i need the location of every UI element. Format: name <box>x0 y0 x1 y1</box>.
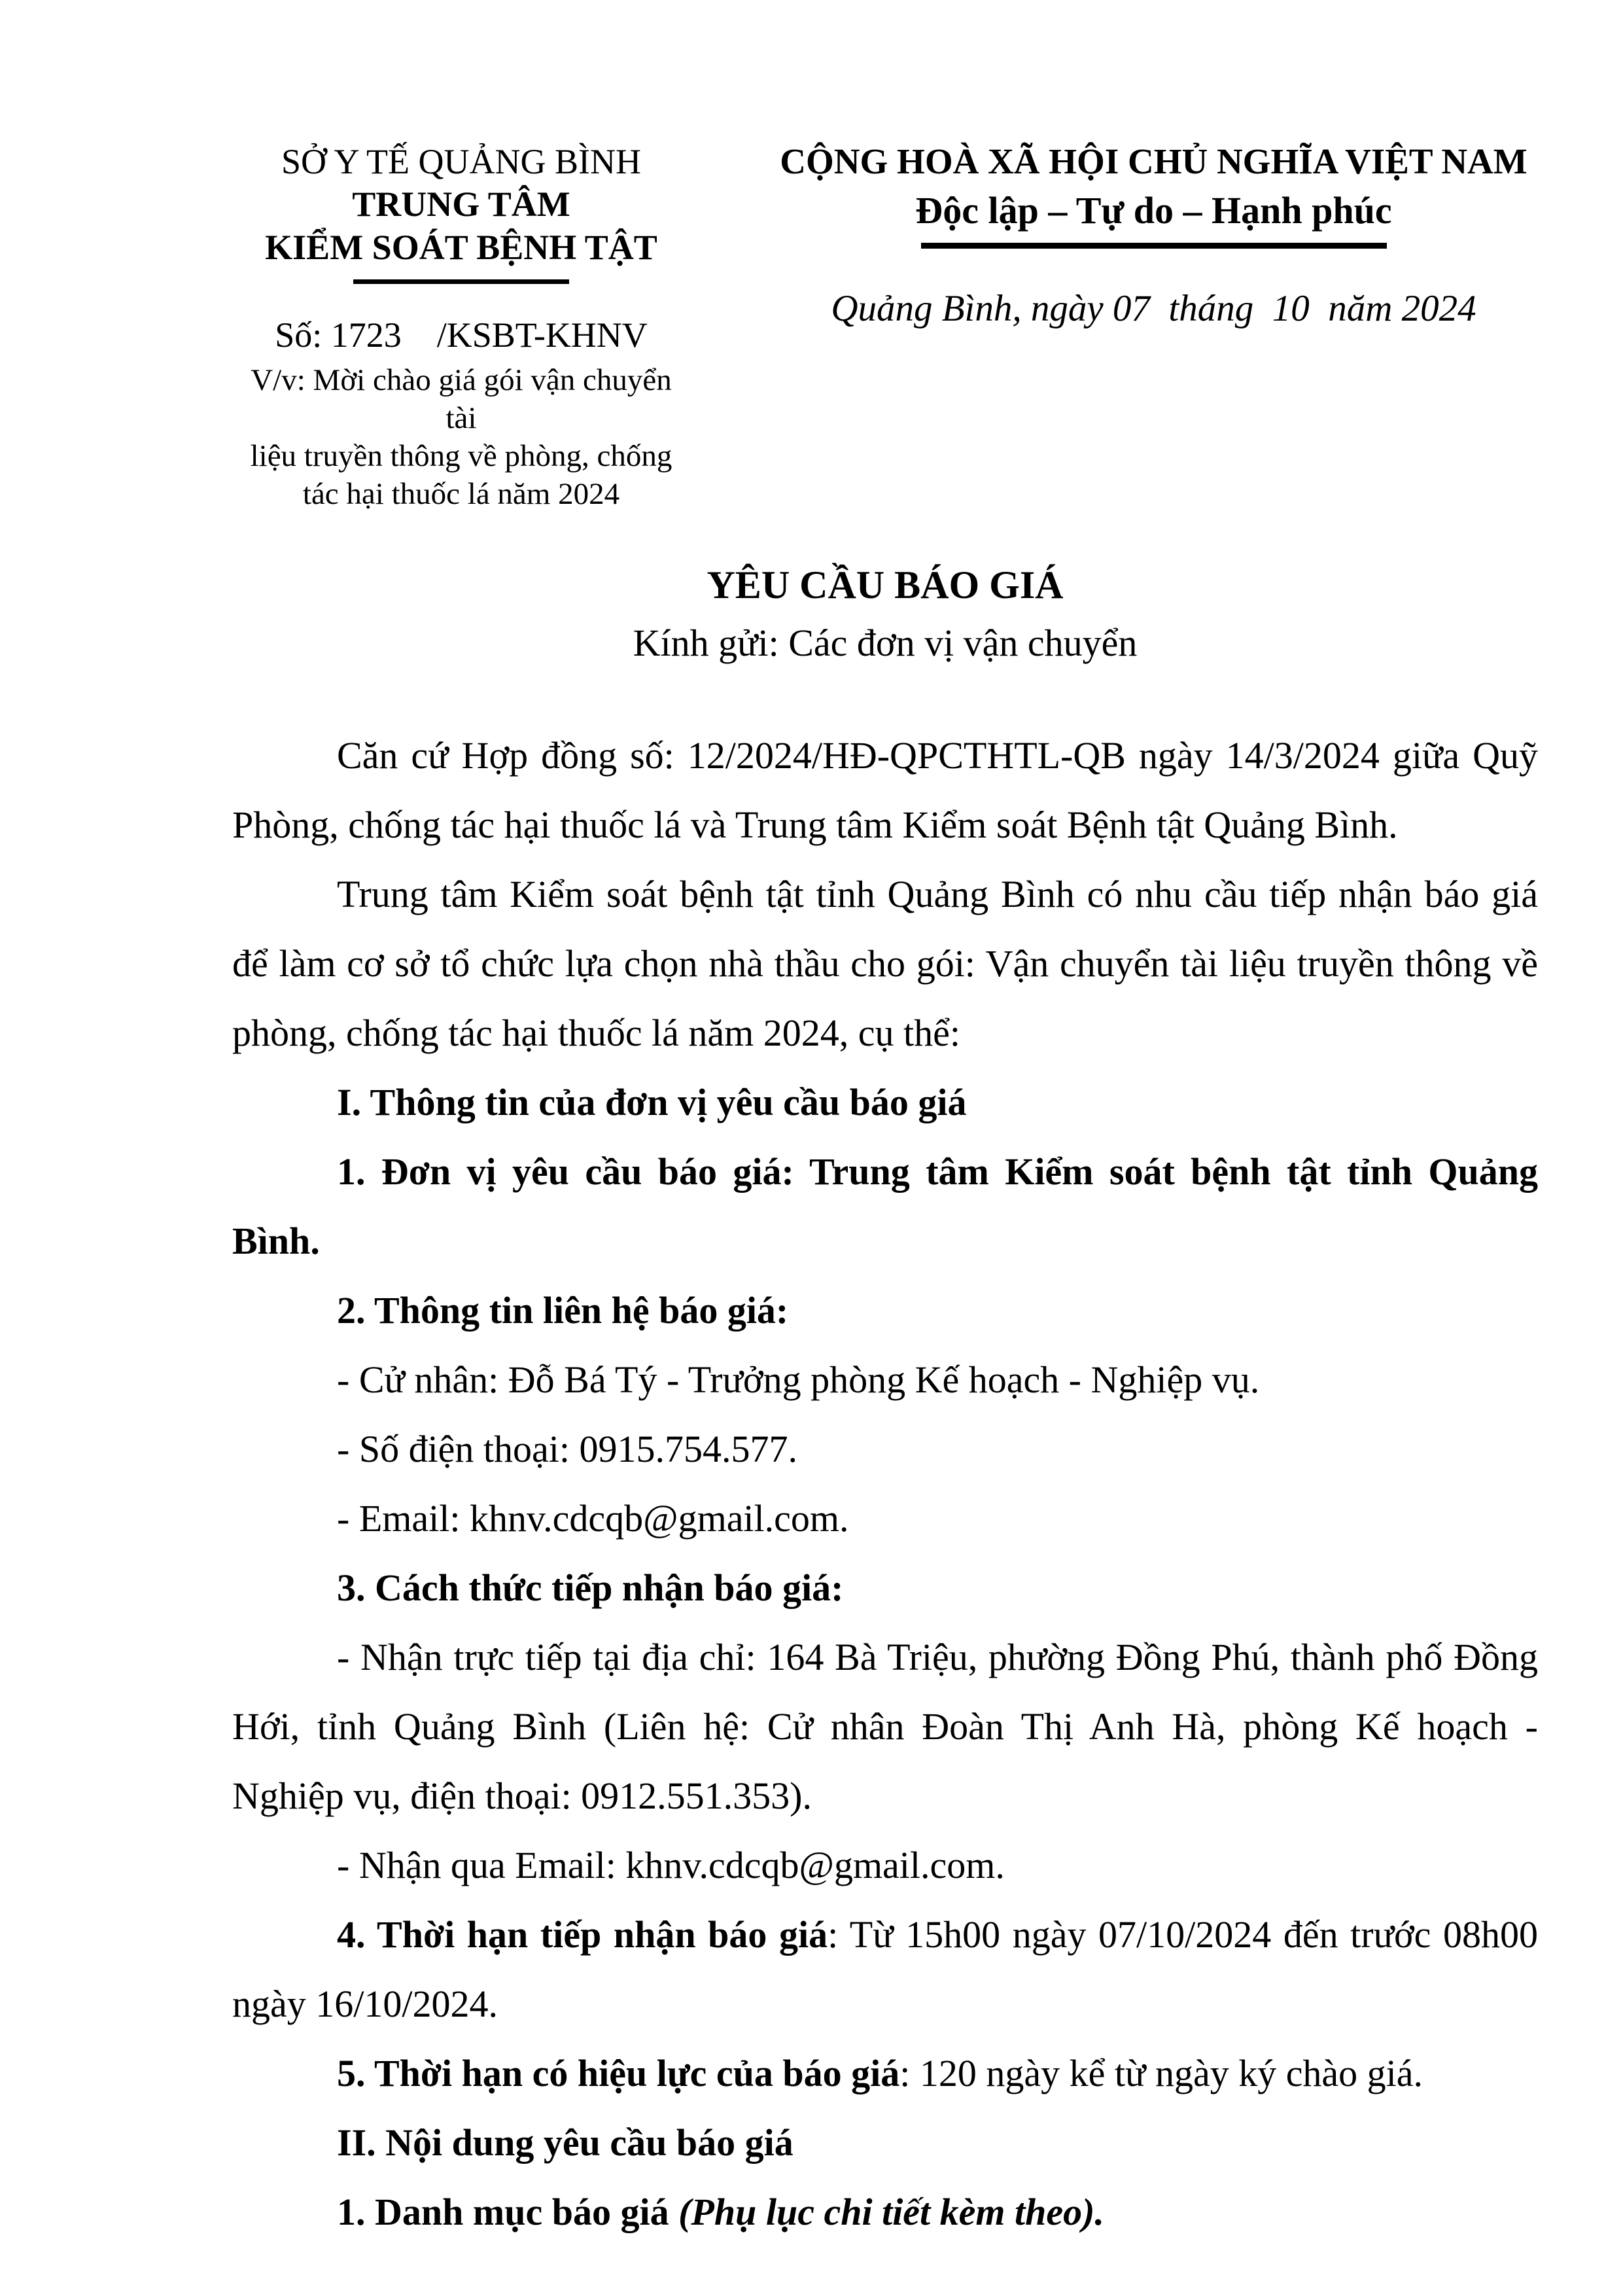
document-header <box>232 141 1538 513</box>
document-number: Số: 1723 /KSBT-KHNV <box>275 315 648 355</box>
item-deadline-value: : Từ 15h00 ngày 07/10/2024 đến trước 08h00 ngày 16/10/2024. <box>232 1913 1538 2025</box>
agency-underline <box>353 279 569 284</box>
item-receive-email: - Nhận qua Email: khnv.cdcqb@gmail.com. <box>337 1844 1005 1886</box>
document-subject-line1: V/v: Mời chào giá gói vận chuyển tài <box>251 363 672 435</box>
national-header-block <box>769 141 1538 330</box>
issuing-agency-block <box>232 141 690 513</box>
agency-name-line2: KIỂM SOÁT BỆNH TẬT <box>265 228 657 267</box>
item-requesting-unit: 1. Đơn vị yêu cầu báo giá: Trung tâm Kiểm soát bệnh tật tỉnh Quảng Bình. <box>232 1150 1538 1262</box>
item-validity-value: : 120 ngày kể từ ngày ký chào giá. <box>899 2052 1423 2094</box>
agency-name-line1: TRUNG TÂM <box>352 185 570 224</box>
salutation-line: Kính gửi: Các đơn vị vận chuyển <box>633 622 1138 664</box>
item-validity-label: 5. Thời hạn có hiệu lực của báo giá <box>337 2052 900 2094</box>
item-validity <box>232 2039 1538 2108</box>
title-block <box>232 561 1538 665</box>
item-deadline-label: 4. Thời hạn tiếp nhận báo giá <box>337 1913 828 1956</box>
motto-underline <box>921 243 1387 249</box>
item-quotation-list <box>232 2178 1538 2247</box>
item-contact-email: - Email: khnv.cdcqb@gmail.com. <box>337 1497 849 1540</box>
document-subject <box>232 361 690 513</box>
heading-section-1: I. Thông tin của đơn vị yêu cầu báo giá <box>337 1081 967 1123</box>
item-quotation-list-label: 1. Danh mục báo giá <box>337 2191 669 2233</box>
place-date-line: Quảng Bình, ngày 07 tháng 10 năm 2024 <box>831 288 1476 329</box>
item-receive-direct: - Nhận trực tiếp tại địa chỉ: 164 Bà Triệu, phường Đồng Phú, thành phố Đồng Hới, tỉnh Quảng Bình (Liên hệ: Cử nhân Đoàn Thị Anh Hà, phòng Kế hoạch - Nghiệp vụ, điện thoại: 0912.551.353). <box>232 1636 1538 1817</box>
item-contact-person: - Cử nhân: Đỗ Bá Tý - Trưởng phòng Kế hoạch - Nghiệp vụ. <box>337 1358 1260 1401</box>
document-subject-line3: tác hại thuốc lá năm 2024 <box>302 477 620 511</box>
document-subject-line2: liệu truyền thông về phòng, chống <box>250 439 672 473</box>
paragraph-legal-basis: Căn cứ Hợp đồng số: 12/2024/HĐ-QPCTHTL-QB ngày 14/3/2024 giữa Quỹ Phòng, chống tác hại thuốc lá và Trung tâm Kiểm soát Bệnh tật Quảng Bình. <box>232 734 1538 846</box>
national-title: CỘNG HOÀ XÃ HỘI CHỦ NGHĨA VIỆT NAM <box>780 141 1527 181</box>
paragraph-purpose: Trung tâm Kiểm soát bệnh tật tỉnh Quảng Bình có nhu cầu tiếp nhận báo giá để làm cơ sở tổ chức lựa chọn nhà thầu cho gói: Vận chuyển tài liệu truyền thông về phòng, chống tác hại thuốc lá năm 2024, cụ thể: <box>232 873 1538 1054</box>
agency-parent-name: SỞ Y TẾ QUẢNG BÌNH <box>281 142 641 181</box>
item-quotation-list-note: (Phụ lục chi tiết kèm theo). <box>669 2191 1104 2233</box>
heading-contact-info: 2. Thông tin liên hệ báo giá: <box>337 1289 789 1332</box>
item-contact-phone: - Số điện thoại: 0915.754.577. <box>337 1428 798 1470</box>
heading-section-2: II. Nội dung yêu cầu báo giá <box>337 2121 794 2164</box>
heading-receive-method: 3. Cách thức tiếp nhận báo giá: <box>337 1566 844 1609</box>
item-deadline <box>232 1900 1538 2039</box>
document-title: YÊU CẦU BÁO GIÁ <box>707 563 1064 607</box>
national-motto: Độc lập – Tự do – Hạnh phúc <box>915 189 1392 232</box>
document-body <box>232 721 1538 2247</box>
